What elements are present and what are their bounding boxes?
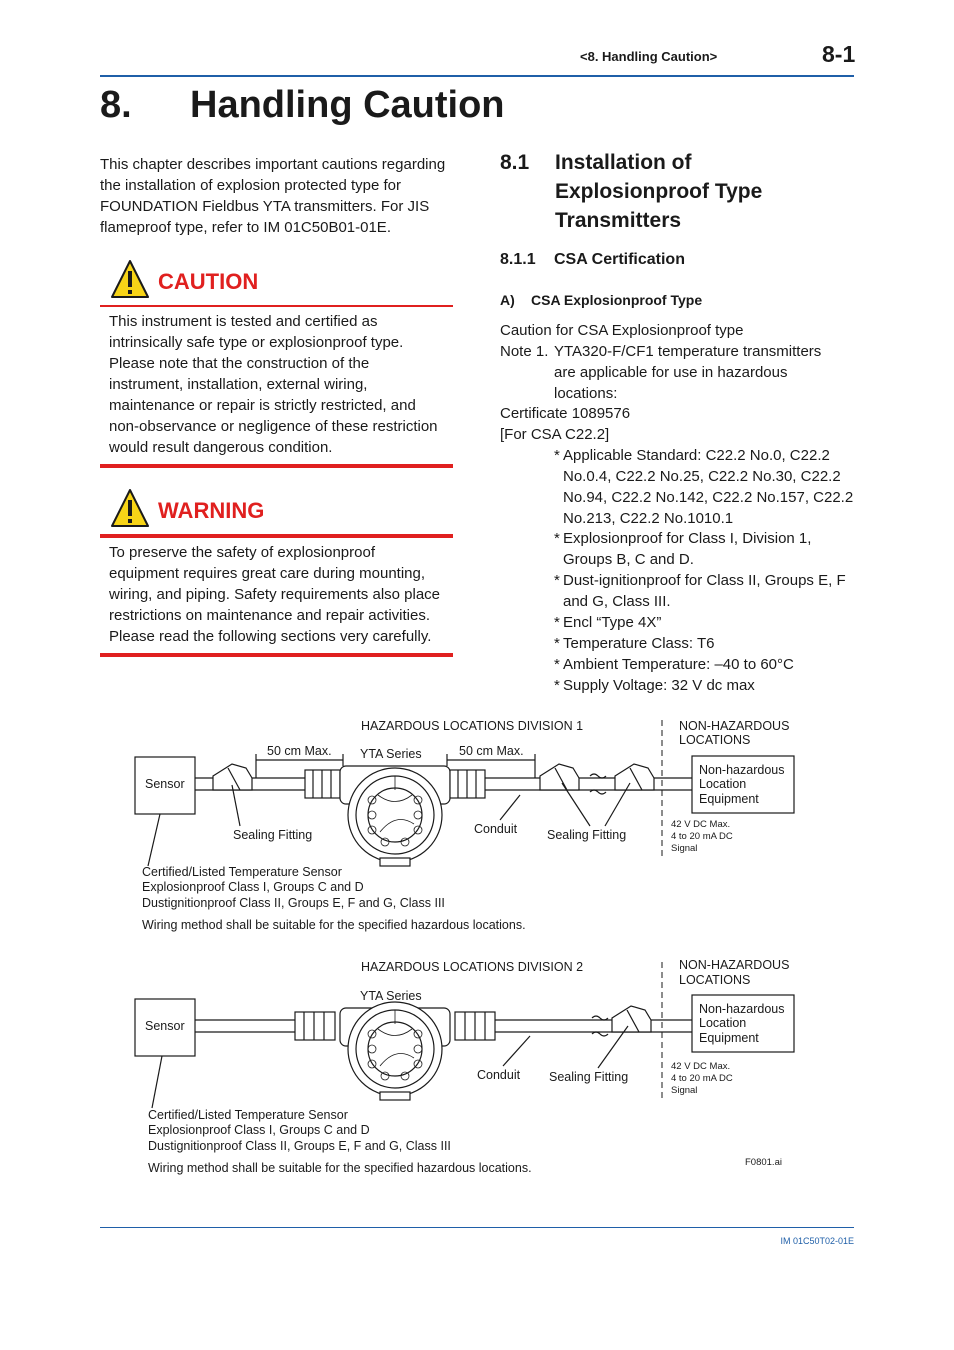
note-line: locations: xyxy=(554,385,618,402)
note-label: Note 1. xyxy=(500,343,549,360)
zone-nonhazardous-label: NON-HAZARDOUS xyxy=(679,958,790,972)
sensor-label: Sensor xyxy=(145,777,185,791)
subsubsection-title: CSA Explosionproof Type xyxy=(531,292,703,308)
signal-spec: Signal xyxy=(671,843,698,854)
sensor-certification: Dustignitionproof Class II, Groups E, F and G, Class III xyxy=(148,1139,451,1153)
yta-series-label: YTA Series xyxy=(360,747,422,761)
signal-spec: 42 V DC Max. xyxy=(671,819,731,830)
chapter-number: 8. xyxy=(100,84,132,126)
document-code: IM 01C50T02-01E xyxy=(780,1236,854,1246)
header-rule xyxy=(100,75,854,77)
warning-triangle-icon xyxy=(110,259,150,299)
warning-triangle-icon xyxy=(110,488,150,528)
wiring-method-note: Wiring method shall be suitable for the specified hazardous locations. xyxy=(148,1161,532,1175)
zone-nonhazardous-label: LOCATIONS xyxy=(679,733,751,747)
sensor-label: Sensor xyxy=(145,1019,185,1033)
conduit-label: Conduit xyxy=(477,1068,521,1082)
conduit-label: Conduit xyxy=(474,822,518,836)
signal-spec: 4 to 20 mA DC xyxy=(671,831,733,842)
warning-text: To preserve the safety of explosionproof equipment requires great care during mounting, wiring, and piping. Safety requirements also place restrictions on maintenance and repair activities. Please read the following sections very carefully. xyxy=(109,544,441,645)
subsection-heading xyxy=(500,251,685,269)
equipment-label: Location xyxy=(699,777,747,791)
zone-hazardous-label: HAZARDOUS LOCATIONS DIVISION 1 xyxy=(361,719,584,733)
yta-series-label: YTA Series xyxy=(360,989,422,1003)
max-length-label: 50 cm Max. xyxy=(267,744,332,758)
equipment-label: Location xyxy=(699,1016,747,1030)
wiring-method-note: Wiring method shall be suitable for the specified hazardous locations. xyxy=(142,918,526,932)
certificate-number: Certificate 1089576 xyxy=(500,405,631,422)
sensor-certification: Explosionproof Class I, Groups C and D xyxy=(148,1123,370,1137)
csa-bullet-item: * Applicable Standard: C22.2 No.0, C22.2 No.0.4, C22.2 No.25, C22.2 No.30, C22.2 No.94, C22.2 No.142, C22.2 No.157, C22.2 No.213, C22.2 No.1010.1 xyxy=(554,447,854,527)
csa-bullet-item: * Encl “Type 4X” xyxy=(554,614,662,631)
equipment-label: Non-hazardous xyxy=(699,1002,785,1016)
section-number: 8.1 xyxy=(500,151,530,174)
warning-label: WARNING xyxy=(158,498,265,523)
figure-id: F0801.ai xyxy=(745,1157,782,1168)
section-title: Installation of Explosionproof Type Transmitters xyxy=(555,151,763,232)
subsection-number: 8.1.1 xyxy=(500,251,536,268)
sealing-fitting-label: Sealing Fitting xyxy=(233,828,313,842)
intro-paragraph: This chapter describes important cautions regarding the installation of explosion protected type for FOUNDATION Fieldbus YTA transmitters. For JIS flameproof type, refer to IM 01C50B01-01E. xyxy=(100,156,446,236)
csa-caution-line: Caution for CSA Explosionproof type xyxy=(500,322,744,339)
sensor-certification: Dustignitionproof Class II, Groups E, F and G, Class III xyxy=(142,896,445,910)
csa-bullet-item: * Supply Voltage: 32 V dc max xyxy=(554,677,755,694)
zone-hazardous-label: HAZARDOUS LOCATIONS DIVISION 2 xyxy=(361,960,584,974)
max-length-label: 50 cm Max. xyxy=(459,744,524,758)
running-header-section: <8. Handling Caution> xyxy=(580,49,718,64)
note-line: are applicable for use in hazardous xyxy=(554,364,788,381)
equipment-label: Equipment xyxy=(699,1031,759,1045)
sensor-certification: Explosionproof Class I, Groups C and D xyxy=(142,880,364,894)
caution-text: This instrument is tested and certified as intrinsically safe type or explosionproof type. Please note that the construction of the instrument, installation, external wiring, maintenance or repair is strictly restricted, and non-observance or negligence of these restriction would result dangerous condition. xyxy=(109,313,438,456)
standard-reference: [For CSA C22.2] xyxy=(500,426,610,443)
subsubsection-number: A) xyxy=(500,292,515,308)
signal-spec: Signal xyxy=(671,1085,698,1096)
footer-rule xyxy=(100,1227,854,1228)
page-number: 8-1 xyxy=(822,41,856,67)
signal-spec: 4 to 20 mA DC xyxy=(671,1073,733,1084)
zone-nonhazardous-label: LOCATIONS xyxy=(679,973,751,987)
warning-box xyxy=(100,488,453,657)
sealing-fitting-label: Sealing Fitting xyxy=(549,1070,629,1084)
zone-nonhazardous-label: NON-HAZARDOUS xyxy=(679,719,790,733)
sensor-certification: Certified/Listed Temperature Sensor xyxy=(148,1108,348,1122)
subsection-title: CSA Certification xyxy=(554,251,685,268)
caution-label: CAUTION xyxy=(158,269,259,294)
csa-bullet-item: * Dust-ignitionproof for Class II, Groups E, F and G, Class III. xyxy=(554,572,846,610)
chapter-title: Handling Caution xyxy=(190,84,505,126)
sensor-certification: Certified/Listed Temperature Sensor xyxy=(142,865,342,879)
caution-box xyxy=(100,259,453,468)
csa-bullet-item: * Temperature Class: T6 xyxy=(554,635,715,652)
note-line: YTA320-F/CF1 temperature transmitters xyxy=(554,343,822,360)
equipment-label: Equipment xyxy=(699,792,759,806)
signal-spec: 42 V DC Max. xyxy=(671,1061,731,1072)
equipment-label: Non-hazardous xyxy=(699,763,785,777)
subsubsection-heading xyxy=(500,292,703,308)
csa-bullet-item: * Ambient Temperature: –40 to 60°C xyxy=(554,656,794,673)
csa-bullet-item: * Explosionproof for Class I, Division 1, Groups B, C and D. xyxy=(554,530,812,568)
sealing-fitting-label: Sealing Fitting xyxy=(547,828,627,842)
